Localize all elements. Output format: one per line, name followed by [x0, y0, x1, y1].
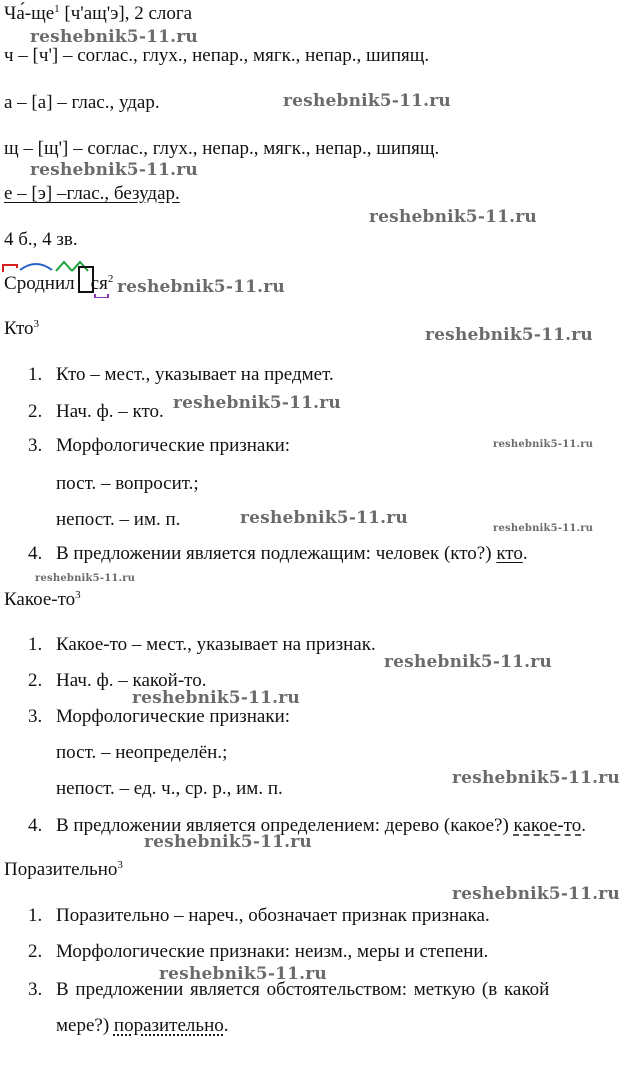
word-chashche: Ча́-ще	[4, 3, 55, 24]
sound-e: е – [э] –глас., безудар.	[4, 183, 180, 204]
watermark: reshebnik5-11.ru	[283, 91, 451, 111]
watermark: reshebnik5-11.ru	[493, 439, 594, 450]
porazit-item-2: 2. Морфологические признаки: неизм., меры и степени.	[28, 941, 489, 962]
prefix-mark	[3, 265, 17, 272]
sound-a: а – [а] – глас., удар.	[4, 92, 160, 113]
watermark: reshebnik5-11.ru	[117, 277, 285, 297]
kto-const: пост. – вопросит.;	[56, 473, 199, 494]
attribute-underline: какое-то	[513, 815, 582, 836]
watermark: reshebnik5-11.ru	[144, 832, 312, 852]
root-arc	[20, 264, 52, 270]
kto-item-4: 4. В предложении является подлежащим: человек (кто?) кто.	[28, 543, 528, 564]
watermark: reshebnik5-11.ru	[425, 325, 593, 345]
kto-heading: Кто$^3$	[4, 318, 40, 339]
sound-ch: ч – [ч'] – соглас., глух., непар., мягк., непар., шипящ.	[4, 45, 430, 66]
porazit-item-3: 3. В предложении является обстоятельством: меткую (в какой	[28, 979, 550, 1000]
porazit-item-3-cont: мере?) поразительно.	[56, 1015, 229, 1036]
watermark: reshebnik5-11.ru	[384, 652, 552, 672]
footnote-mark: 2	[107, 273, 114, 285]
footnote-mark: 1	[54, 3, 60, 15]
kakoe-const: пост. – неопределён.;	[56, 742, 228, 763]
watermark: reshebnik5-11.ru	[493, 523, 594, 534]
suffix: л	[65, 273, 75, 294]
prefix: С	[4, 273, 17, 294]
watermark: reshebnik5-11.ru	[369, 207, 537, 227]
watermark: reshebnik5-11.ru	[452, 768, 620, 788]
kakoe-nonconst: непост. – ед. ч., ср. р., им. п.	[56, 778, 283, 799]
kakoe-item-1: 1. Какое-то – мест., указывает на признак.	[28, 634, 376, 655]
watermark: reshebnik5-11.ru	[159, 964, 327, 984]
footnote-mark: 3	[75, 589, 81, 601]
kto-item-2: 2. Нач. ф. – кто.	[28, 401, 164, 422]
subject-underline: кто	[496, 543, 523, 564]
root: родни	[16, 273, 66, 294]
postfix: ся	[90, 273, 108, 294]
watermark: reshebnik5-11.ru	[30, 160, 198, 180]
porazit-item-1: 1. Поразительно – нареч., обозначает признак признака.	[28, 905, 490, 926]
kakoe-item-3: 3. Морфологические признаки:	[28, 706, 291, 727]
kto-nonconst: непост. – им. п.	[56, 509, 181, 530]
adverbial-underline: поразительно	[113, 1015, 224, 1036]
morpheme-word	[4, 273, 113, 295]
letters-sounds-count: 4 б., 4 зв.	[4, 229, 78, 250]
watermark: reshebnik5-11.ru	[35, 573, 136, 584]
watermark: reshebnik5-11.ru	[173, 393, 341, 413]
sound-shch: щ – [щ'] – соглас., глух., непар., мягк., непар., шипящ.	[4, 138, 440, 159]
watermark: reshebnik5-11.ru	[240, 508, 408, 528]
footnote-mark: 3	[33, 318, 40, 330]
kto-item-3: 3. Морфологические признаки:	[28, 435, 291, 456]
watermark: reshebnik5-11.ru	[30, 27, 198, 47]
syllable-heading	[4, 3, 192, 25]
footnote-mark: 3	[117, 859, 123, 871]
porazit-heading: Поразительно$^3$	[4, 859, 123, 880]
kakoe-item-2: 2. Нач. ф. – какой-то.	[28, 670, 207, 691]
kakoe-heading: Какое-$то^3$	[4, 589, 81, 610]
kto-item-1: 1. Кто – мест., указывает на предмет.	[28, 364, 334, 385]
kakoe-item-4: 4. В предложении является определением: дерево (какое?) какое-то.	[28, 815, 586, 836]
transcription: [ч'ащ'э], 2 слога	[59, 3, 193, 24]
watermark: reshebnik5-11.ru	[452, 884, 620, 904]
watermark: reshebnik5-11.ru	[132, 688, 300, 708]
